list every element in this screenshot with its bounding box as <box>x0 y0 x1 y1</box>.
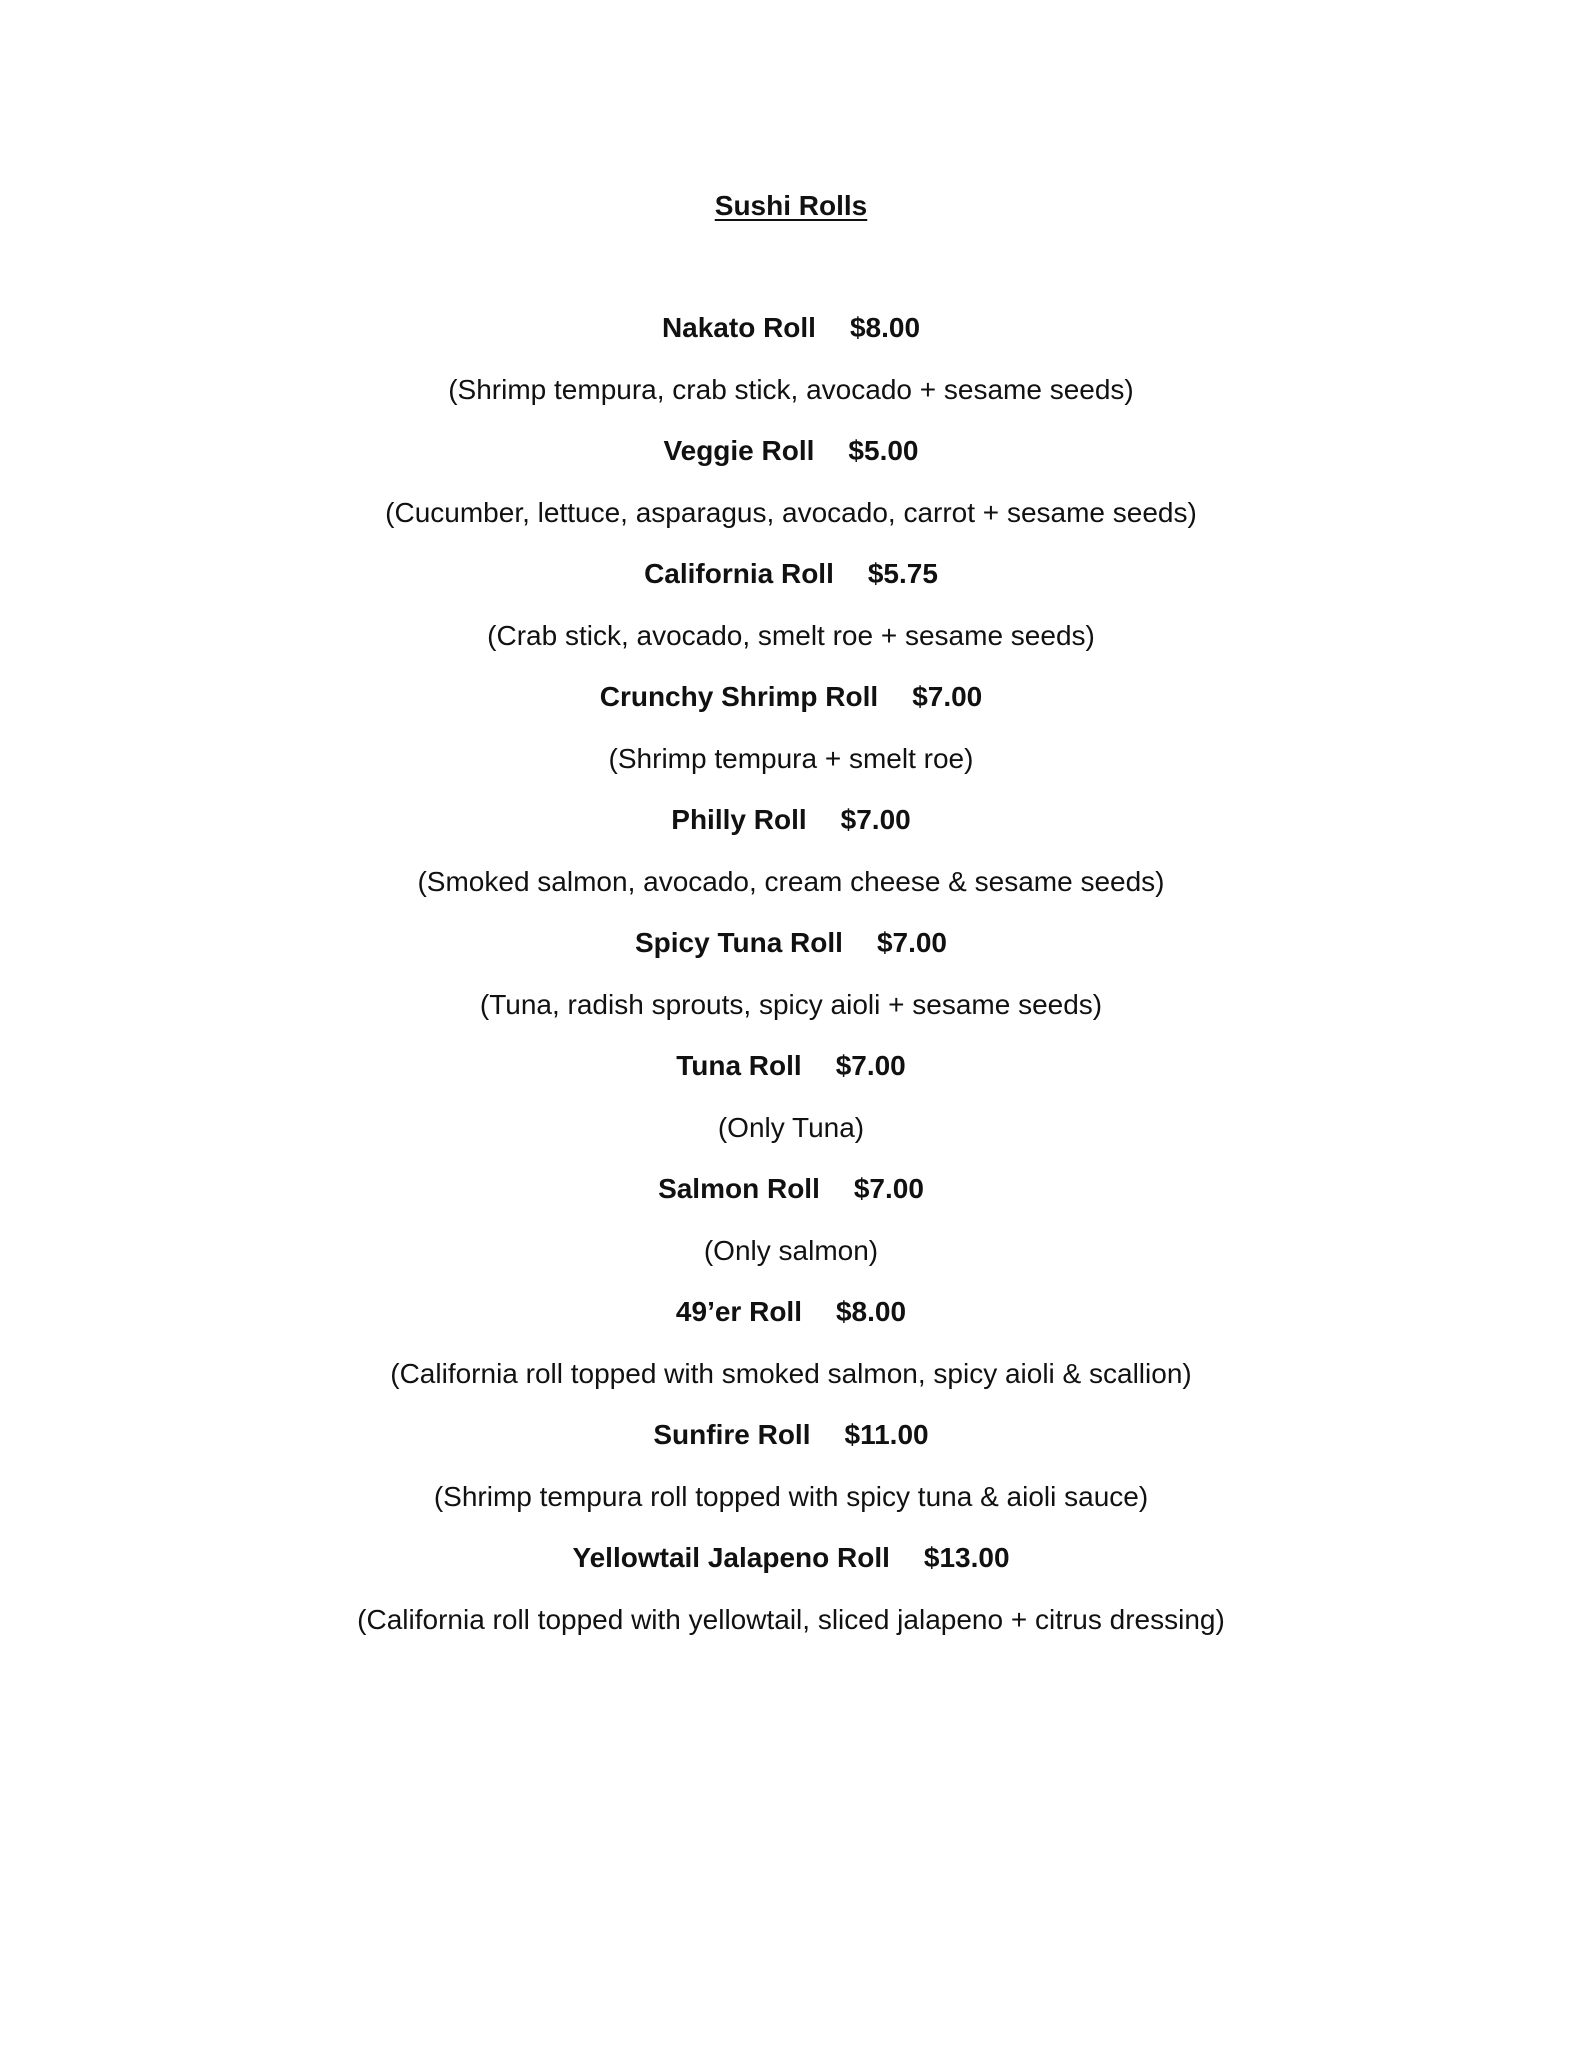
item-price: $5.75 <box>867 558 938 589</box>
menu-item <box>0 1415 1582 1538</box>
item-heading <box>0 1046 1582 1108</box>
item-price: $7.00 <box>835 1050 906 1081</box>
item-price: $13.00 <box>923 1542 1010 1573</box>
menu-item <box>0 554 1582 677</box>
item-price: $11.00 <box>844 1419 929 1450</box>
item-name: Crunchy Shrimp Roll <box>599 681 879 712</box>
item-description: (Smoked salmon, avocado, cream cheese & sesame seeds) <box>417 865 1165 897</box>
item-name: California Roll <box>644 558 834 589</box>
item-name: 49’er Roll <box>675 1296 802 1327</box>
item-heading <box>0 800 1582 862</box>
item-heading <box>0 554 1582 616</box>
item-description: (Tuna, radish sprouts, spicy aioli + sesame seeds) <box>479 988 1103 1020</box>
item-name: Sunfire Roll <box>653 1419 811 1450</box>
menu-item <box>0 800 1582 923</box>
item-price: $7.00 <box>912 681 983 712</box>
item-name: Tuna Roll <box>676 1050 802 1081</box>
item-name: Yellowtail Jalapeno Roll <box>572 1542 890 1573</box>
item-heading <box>0 1292 1582 1354</box>
item-heading <box>0 1415 1582 1477</box>
item-description: (Only salmon) <box>703 1234 879 1266</box>
item-heading <box>0 431 1582 493</box>
item-description: (Cucumber, lettuce, asparagus, avocado, carrot + sesame seeds) <box>385 496 1197 528</box>
item-heading <box>0 1169 1582 1231</box>
item-description: (Shrimp tempura, crab stick, avocado + sesame seeds) <box>448 373 1134 405</box>
item-name: Veggie Roll <box>663 435 815 466</box>
item-price: $7.00 <box>853 1173 924 1204</box>
menu-list <box>0 308 1582 1661</box>
menu-item <box>0 308 1582 431</box>
item-description: (California roll topped with yellowtail, sliced jalapeno + citrus dressing) <box>357 1603 1225 1635</box>
item-heading <box>0 308 1582 370</box>
item-name: Salmon Roll <box>658 1173 820 1204</box>
item-heading <box>0 923 1582 985</box>
item-name: Spicy Tuna Roll <box>634 927 843 958</box>
menu-item <box>0 1292 1582 1415</box>
item-description: (Shrimp tempura roll topped with spicy tuna & aioli sauce) <box>433 1480 1149 1512</box>
menu-item <box>0 431 1582 554</box>
item-description: (Only Tuna) <box>717 1111 865 1143</box>
item-name: Nakato Roll <box>661 312 816 343</box>
item-heading <box>0 677 1582 739</box>
item-name: Philly Roll <box>671 804 807 835</box>
item-price: $8.00 <box>835 1296 907 1327</box>
menu-item <box>0 677 1582 800</box>
menu-title: Sushi Rolls <box>714 190 868 221</box>
menu-item <box>0 1169 1582 1292</box>
item-description: (California roll topped with smoked salmon, spicy aioli & scallion) <box>390 1357 1192 1389</box>
item-price: $8.00 <box>849 312 921 343</box>
menu-item <box>0 1046 1582 1169</box>
item-price: $7.00 <box>840 804 911 835</box>
item-heading <box>0 1538 1582 1600</box>
item-price: $7.00 <box>876 927 948 958</box>
menu-item <box>0 1538 1582 1661</box>
menu-item <box>0 923 1582 1046</box>
item-description: (Shrimp tempura + smelt roe) <box>608 742 974 774</box>
item-price: $5.00 <box>848 435 919 466</box>
item-description: (Crab stick, avocado, smelt roe + sesame seeds) <box>487 619 1095 651</box>
